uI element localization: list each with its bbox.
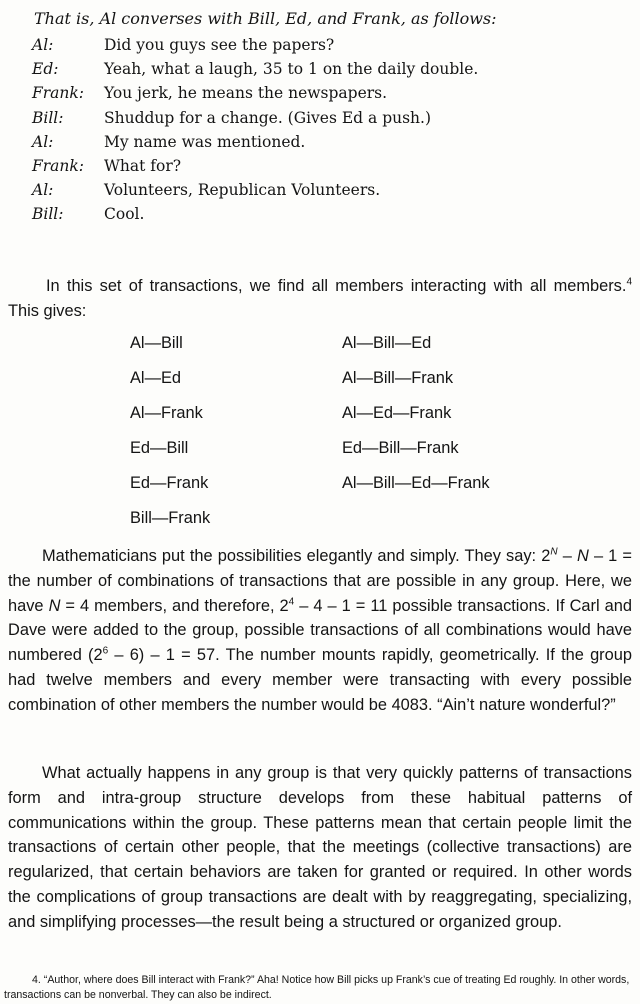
combination-item: Al—Bill—Frank	[342, 369, 454, 387]
combination-item: Ed—Frank	[130, 474, 209, 492]
group-combinations	[342, 334, 490, 509]
speaker-name: Al:	[32, 132, 54, 151]
combination-item: Ed—Bill—Frank	[342, 439, 459, 457]
paragraph-transactions	[8, 274, 632, 324]
speaker-name: Al:	[32, 36, 54, 54]
speaker-name: Bill:	[32, 108, 64, 127]
paragraph-text: – 4 – 1 = 11 possible transactions. If Carl and Dave were added to the group, possible transactions of all combinations would have numbered (2	[8, 596, 632, 665]
footnote-ref[interactable]: 4	[626, 276, 632, 288]
variable: N	[576, 547, 589, 565]
paragraph-text: Mathematicians put the possibilities elegantly and simply. They say: 2	[42, 547, 551, 565]
speech-text: You jerk, he means the newspapers.	[104, 84, 388, 103]
exponent: 4	[288, 596, 295, 608]
speaker-name: Ed:	[32, 60, 59, 79]
combination-item: Al—Ed	[130, 369, 182, 387]
footnote-text: “Author, where does Bill interact with Frank?” Aha! Notice how Bill picks up Frank’s cue of treating Ed roughly. In other words, transactions can be nonverbal. They can also be indirect.	[4, 974, 630, 1001]
footnote-number: 4.	[32, 974, 41, 986]
pair-combinations	[130, 334, 210, 544]
paragraph-text: This gives:	[8, 301, 87, 320]
paragraph-mathematics	[8, 544, 632, 718]
combination-item: Al—Bill—Ed—Frank	[342, 474, 490, 492]
paragraph-text: – 1 = the number of combinations of transactions that are possible in any group. Here, we have	[8, 547, 632, 615]
combination-item: Ed—Bill	[130, 439, 189, 457]
paragraph-text: –	[557, 547, 577, 565]
speech-text: What for?	[104, 156, 182, 175]
speech-text: Did you guys see the papers?	[104, 36, 335, 54]
speaker-name: Al:	[32, 181, 54, 200]
combination-item: Al—Frank	[130, 404, 203, 422]
paragraph-text: In this set of transactions, we find all members interacting with all members.	[46, 277, 627, 295]
variable: N	[48, 596, 61, 615]
paragraph-text: = 4 members, and therefore, 2	[60, 596, 289, 615]
speech-text: Yeah, what a laugh, 35 to 1 on the daily double.	[104, 60, 479, 79]
speech-text: Volunteers, Republican Volunteers.	[104, 181, 381, 200]
speech-text: Cool.	[104, 205, 145, 224]
speech-text: Shuddup for a change. (Gives Ed a push.)	[104, 108, 432, 127]
speaker-name: Frank:	[32, 156, 85, 175]
exponent: N	[550, 546, 558, 558]
speaker-name: Bill:	[32, 205, 64, 224]
paragraph-group-structure: What actually happens in any group is that very quickly patterns of transactions form and intra-group structure develops from these habitual patterns of communications within the group. These patterns mean that certain people limit the transactions of certain other people, that the meetings (collective transactions) are regularized, that certain behaviors are taken for granted or required. In other words the complications of group transactions are dealt with by reaggregating, specializing, and simplifying processes—the result being a structured or organized group.	[8, 764, 632, 931]
dialogue-intro: That is, Al converses with Bill, Ed, and Frank, as follows:	[34, 9, 497, 28]
combination-item: Al—Ed—Frank	[342, 404, 452, 422]
combination-item: Al—Bill	[130, 334, 183, 352]
footnote	[4, 973, 634, 1002]
paragraph-text: – 6) – 1 = 57. The number mounts rapidly, geometrically. If the group had twelve members and every member were transacting with every possible combination of other members the number would be 4083. “Ain’t nature wonderful?”	[8, 646, 632, 714]
combination-item: Al—Bill—Ed	[342, 334, 432, 352]
speech-text: My name was mentioned.	[104, 132, 306, 151]
speaker-name: Frank:	[32, 84, 85, 103]
exponent: 6	[102, 645, 109, 657]
combination-item: Bill—Frank	[130, 509, 211, 527]
